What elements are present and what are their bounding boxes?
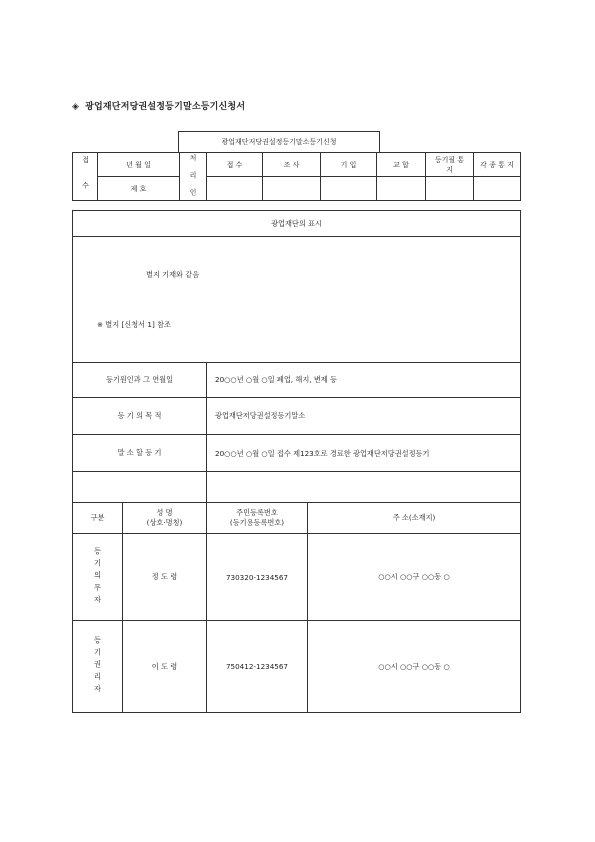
party-address: ○○시 ○○구 ○○동 ○ xyxy=(308,534,521,621)
application-table xyxy=(72,210,521,713)
document-title xyxy=(72,99,245,112)
receipt-number: 제 호 xyxy=(98,177,180,201)
row-value-cancel: 20○○년 ○월 ○일 접수 제123호로 경료한 광업재단저당권설정등기 xyxy=(207,435,521,472)
party-header-name-sub: (상호·명칭) xyxy=(146,518,183,527)
diamond-marker-icon: ◈ xyxy=(72,102,80,112)
processing-label-text: 처 리 인 xyxy=(189,153,197,200)
party-id: 750412-1234567 xyxy=(207,621,308,713)
party-role-obligor xyxy=(73,534,123,621)
party-header-id xyxy=(207,503,308,534)
row-label-purpose: 등 기 의 목 적 xyxy=(73,398,207,435)
party-header-name xyxy=(123,503,207,534)
party-name: 정 도 령 xyxy=(123,534,207,621)
receipt-caption: 광업재단저당권설정등기말소등기신청 xyxy=(178,131,380,152)
blank-value xyxy=(207,472,521,503)
jeopsu-header: 접 수 xyxy=(207,153,263,177)
party-id: 730320-1234567 xyxy=(207,534,308,621)
receipt-table xyxy=(72,152,521,201)
giip-cell xyxy=(321,177,377,201)
party-name: 이 도 령 xyxy=(123,621,207,713)
party-header-address: 주 소(소재지) xyxy=(308,503,521,534)
blank-label xyxy=(73,472,207,503)
receipt-ymd: 년 월 일 xyxy=(98,153,180,177)
josa-header: 조 사 xyxy=(263,153,321,177)
description-note: ※ 별지 [신청서 1] 참조 xyxy=(97,320,171,329)
receipt-label xyxy=(73,153,98,201)
party-row xyxy=(73,534,521,621)
jeopsu-cell xyxy=(207,177,263,201)
party-role-obligor-text: 등기의무자 xyxy=(93,546,103,608)
gyohap-header: 교 합 xyxy=(377,153,426,177)
processing-label xyxy=(180,153,207,201)
party-header-name-text: 성 명 xyxy=(156,508,173,517)
section-header: 광업재단의 표시 xyxy=(73,211,521,237)
receipt-label-text: 접 수 xyxy=(81,156,90,197)
row-value-purpose: 광업재단저당권설정등기말소 xyxy=(207,398,521,435)
josa-cell xyxy=(263,177,321,201)
description-text: 별지 기재와 같음 xyxy=(146,270,200,279)
row-label-cancel: 말 소 할 등 기 xyxy=(73,435,207,472)
party-role-holder xyxy=(73,621,123,713)
document-title-text: 광업재단저당권설정등기말소등기신청서 xyxy=(85,102,246,112)
party-address: ○○시 ○○구 ○○동 ○ xyxy=(308,621,521,713)
each-notice-header: 각 종 통 지 xyxy=(474,153,521,177)
party-header-gubun: 구분 xyxy=(73,503,123,534)
gyohap-cell xyxy=(377,177,426,201)
row-label-cause: 등기원인과 그 연월일 xyxy=(73,363,207,398)
description-cell xyxy=(73,237,521,363)
notice-cell xyxy=(426,177,474,201)
notice-header: 등기필 통 지 xyxy=(426,153,474,177)
party-role-holder-text: 등기권리자 xyxy=(93,636,103,697)
party-row xyxy=(73,621,521,713)
row-value-cause: 20○○년 ○월 ○일 폐업, 해지, 변제 등 xyxy=(207,363,521,398)
each-notice-cell xyxy=(474,177,521,201)
giip-header: 기 입 xyxy=(321,153,377,177)
party-header-id-sub: (등기용등록번호) xyxy=(229,518,285,527)
party-header-id-text: 주민등록번호 xyxy=(236,508,278,517)
